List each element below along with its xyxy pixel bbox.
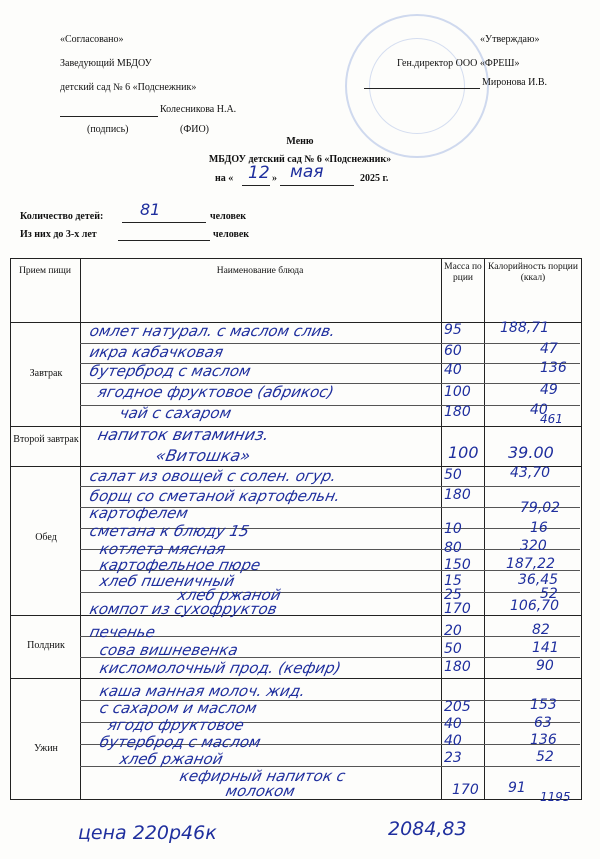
children-count-line	[122, 222, 206, 223]
meal-snack: Полдник	[27, 640, 65, 651]
mass-cell: 40	[444, 716, 462, 732]
mass-cell: 20	[444, 623, 462, 639]
mass-cell: 40	[444, 733, 462, 749]
kcal-cell: 40	[530, 402, 548, 418]
mass-cell: 180	[444, 487, 471, 503]
header-meal: Прием пищи	[19, 266, 71, 276]
kcal-cell: 47	[540, 341, 558, 357]
dish-cell: борщ со сметаной картофельн.	[88, 487, 342, 505]
approved-signature-line	[364, 88, 480, 89]
under3-line	[118, 240, 210, 241]
agreed-position: Заведующий МБДОУ	[60, 58, 152, 69]
mass-cell: 100	[444, 384, 471, 400]
date-year: 2025 г.	[360, 173, 389, 184]
dish-cell: «Витошка»	[153, 446, 253, 465]
dish-cell: напиток витаминиз.	[95, 425, 271, 444]
dish-cell: молоком	[224, 782, 297, 800]
kcal-cell: 49	[540, 382, 558, 398]
meal-lunch: Обед	[35, 532, 57, 543]
dish-cell: ягодо фруктовое	[106, 716, 246, 734]
dish-cell: печенье	[88, 623, 157, 641]
meal-dinner: Ужин	[34, 743, 58, 754]
dish-cell: сметана к блюду 15	[88, 522, 251, 540]
signature-line	[60, 116, 158, 117]
agreed-name: Колесникова Н.А.	[160, 104, 237, 115]
under3-label: Из них до 3-х лет	[20, 229, 97, 240]
dish-cell: бутерброд с маслом	[98, 733, 263, 751]
meal-second-breakfast: Второй завтрак	[13, 434, 79, 445]
kcal-cell: 36,45	[518, 572, 559, 588]
mass-cell: 95	[444, 322, 462, 338]
kcal-cell: 52	[536, 749, 554, 765]
mass-cell: 170	[444, 601, 471, 617]
kcal-cell: 79,02	[520, 500, 561, 516]
kcal-cell: 91	[508, 780, 526, 796]
under3-unit: человек	[213, 229, 250, 240]
day-line	[242, 185, 270, 186]
dish-cell: картофелем	[88, 504, 190, 522]
kcal-cell: 90	[536, 658, 554, 674]
mass-cell: 180	[444, 659, 471, 675]
mass-cell: 180	[444, 404, 471, 420]
dish-cell: салат из овощей с солен. огур.	[88, 467, 339, 485]
header-dish: Наименование блюда	[216, 266, 304, 276]
date-prefix: на «	[215, 173, 234, 184]
header-mass: Масса порции	[444, 262, 482, 283]
price-note: цена 220р46к	[78, 822, 217, 844]
agreed-label: «Согласовано»	[60, 34, 124, 45]
dinner-total: 1195	[540, 790, 571, 804]
kcal-cell: 43,70	[510, 465, 551, 481]
children-count-label: Количество детей:	[20, 211, 104, 222]
mass-cell: 25	[444, 587, 462, 603]
kcal-cell: 153	[530, 697, 557, 713]
month-line	[280, 185, 354, 186]
total-note: 2084,83	[388, 818, 467, 840]
mass-cell: 150	[444, 557, 471, 573]
mass-cell: 205	[444, 699, 471, 715]
approved-label: «Утверждаю»	[480, 34, 540, 45]
fio-caption: (ФИО)	[180, 124, 210, 135]
agreed-org: детский сад № 6 «Подснежник»	[60, 82, 197, 93]
mass-cell: 170	[452, 782, 479, 798]
kcal-cell: 188,71	[500, 320, 549, 336]
children-count-value: 81	[140, 200, 161, 219]
date-mid: »	[272, 173, 277, 184]
dish-cell: икра кабачковая	[88, 343, 226, 361]
mass-cell: 60	[444, 343, 462, 359]
mass-cell: 10	[444, 521, 462, 537]
dish-cell: хлеб ржаной	[118, 750, 225, 768]
mass-cell: 50	[444, 641, 462, 657]
dish-cell: чай с сахаром	[118, 404, 234, 422]
meal-breakfast: Завтрак	[29, 368, 63, 379]
mass-cell: 15	[444, 573, 462, 589]
dish-cell: бутерброд с маслом	[88, 362, 253, 380]
header-kcal: Калорийность порции (ккал)	[488, 262, 578, 283]
approved-name: Миронова И.В.	[482, 77, 548, 88]
mass-cell: 40	[444, 362, 462, 378]
dish-cell: компот из сухофруктов	[88, 600, 279, 618]
dish-cell: с сахаром и маслом	[98, 699, 259, 717]
dish-cell: хлеб ржаной	[176, 586, 283, 604]
dish-cell: ягодное фруктовое (абрикос)	[96, 383, 336, 401]
kcal-cell: 106,70	[510, 598, 559, 614]
mass-cell: 100	[448, 443, 479, 462]
dish-cell: кисломолочный прод. (кефир)	[98, 659, 343, 677]
kcal-cell: 136	[540, 360, 567, 376]
kcal-cell: 39.00	[508, 443, 554, 462]
breakfast-total: 461	[540, 412, 563, 426]
kcal-cell: 320	[520, 538, 547, 554]
children-count-unit: человек	[210, 211, 247, 222]
menu-subtitle: МБДОУ детский сад № 6 «Подснежник»	[208, 154, 392, 165]
mass-cell: 23	[444, 750, 462, 766]
dish-cell: кефирный напиток с	[178, 767, 348, 785]
dish-cell: котлета мясная	[98, 540, 228, 558]
kcal-cell: 63	[534, 715, 552, 731]
mass-cell: 80	[444, 540, 462, 556]
dish-cell: хлеб пшеничный	[98, 572, 237, 590]
dish-cell: омлет натурал. с маслом слив.	[88, 322, 337, 340]
kcal-cell: 52	[540, 586, 558, 602]
approved-position: Ген.директор ООО «ФРЕШ»	[397, 58, 520, 69]
kcal-cell: 136	[530, 732, 557, 748]
kcal-cell: 16	[530, 520, 548, 536]
kcal-cell: 187,22	[506, 556, 555, 572]
dish-cell: каша манная молоч. жид.	[98, 682, 308, 700]
kcal-cell: 82	[532, 622, 550, 638]
signature-caption: (подпись)	[87, 124, 129, 135]
dish-cell: сова вишневенка	[98, 641, 240, 659]
kcal-cell: 141	[532, 640, 559, 656]
date-day: 12	[248, 163, 270, 183]
date-month: мая	[290, 162, 324, 182]
mass-cell: 50	[444, 467, 462, 483]
dish-cell: картофельное пюре	[98, 556, 263, 574]
menu-title: Меню	[286, 136, 314, 147]
